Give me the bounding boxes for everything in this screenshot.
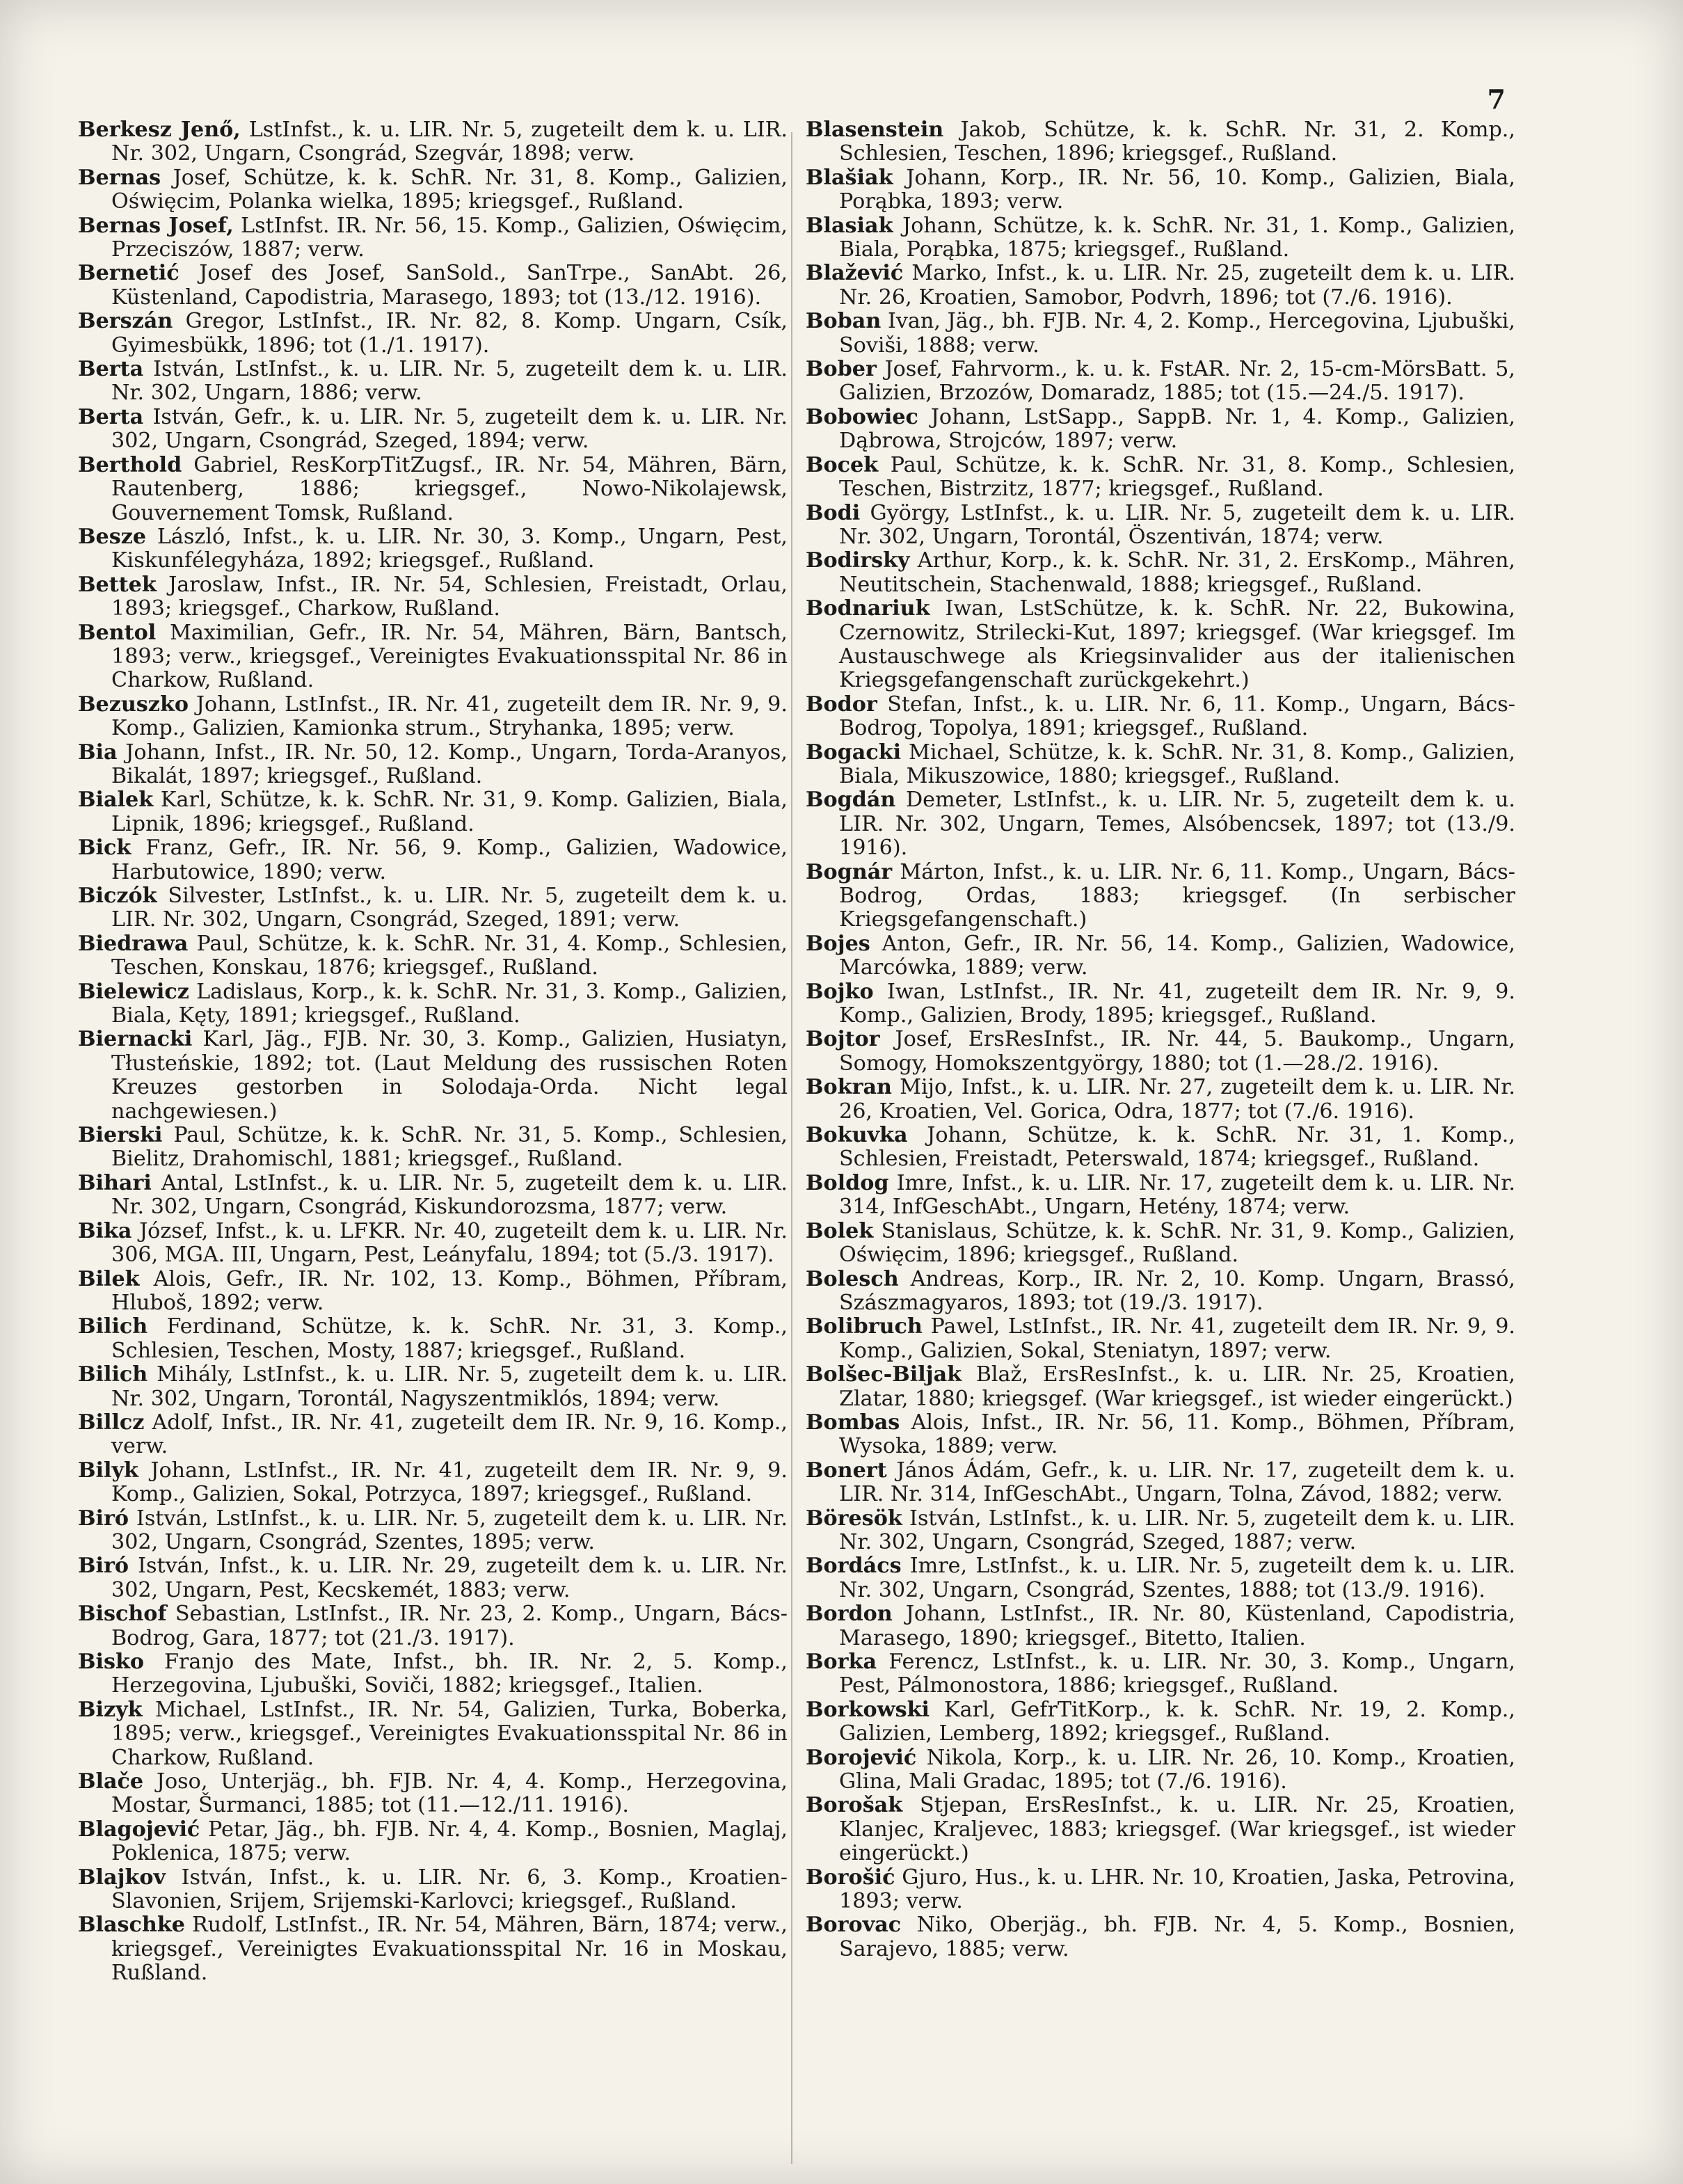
register-entry (78, 1411, 788, 1459)
entry-surname: Bodnariuk (806, 596, 930, 621)
register-entry (806, 406, 1515, 454)
entry-details: Sebastian, LstInfst., IR. Nr. 23, 2. Komp., Ungarn, Bács-Bodrog, Gara, 1877; tot (21./3. 1917). (111, 1602, 788, 1650)
register-entry (78, 1220, 788, 1268)
entry-details: Josef, Schütze, k. k. SchR. Nr. 31, 8. Komp., Galizien, Oświęcim, Polanka wielka, 1895; kriegsgef., Rußland. (111, 165, 788, 214)
entry-details: LstInfst., k. u. LIR. Nr. 5, zugeteilt dem k. u. LIR. Nr. 302, Ungarn, Csongrád, Szegvár, 1898; verw. (111, 118, 788, 166)
entry-details: György, LstInfst., k. u. LIR. Nr. 5, zugeteilt dem k. u. LIR. Nr. 302, Ungarn, Torontál, Öszentiván, 1874; verw. (839, 500, 1515, 549)
entry-details: Karl, GefrTitKorp., k. k. SchR. Nr. 19, 2. Komp., Galizien, Lemberg, 1892; kriegsgef., Rußland. (839, 1697, 1515, 1746)
entry-details: István, LstInfst., k. u. LIR. Nr. 5, zugeteilt dem k. u. LIR. Nr. 302, Ungarn, Csongrád, Szeged, 1887; verw. (839, 1506, 1515, 1554)
entry-details: Ferencz, LstInfst., k. u. LIR. Nr. 30, 3. Komp., Ungarn, Pest, Pálmonostora, 1886; kriegsgef., Rußland. (839, 1650, 1515, 1698)
register-entry (806, 166, 1515, 214)
entry-surname: Bognár (806, 859, 893, 884)
register-entry (78, 262, 788, 310)
register-entry (78, 573, 788, 621)
entry-surname: Bonert (806, 1458, 887, 1483)
register-entry (78, 1602, 788, 1650)
register-entry (806, 1554, 1515, 1602)
entry-surname: Böresök (806, 1506, 902, 1531)
entry-details: Johann, Schütze, k. k. SchR. Nr. 31, 1. Komp., Schlesien, Freistadt, Peterswald, 1874; kriegsgef., Rußland. (839, 1123, 1515, 1172)
entry-surname: Blasenstein (806, 118, 944, 142)
entry-details: Karl, Jäg., FJB. Nr. 30, 3. Komp., Galizien, Husiatyn, Tłusteńskie, 1892; tot. (Laut Meldung des russischen Roten Kreuzes gestorben in Solodaja-Orda. Nicht legal nachgewiesen.) (111, 1027, 788, 1124)
register-entry (806, 1028, 1515, 1076)
entry-surname: Biedrawa (78, 931, 189, 956)
entry-details: István, Infst., k. u. LIR. Nr. 6, 3. Komp., Kroatien-Slavonien, Srijem, Srijemski-Karlovci; kriegsgef., Rußland. (111, 1865, 788, 1914)
entry-details: Michael, LstInfst., IR. Nr. 54, Galizien, Turka, Boberka, 1895; verw., kriegsgef., Vereinigtes Evakuationsspital Nr. 86 in Charkow, Rußland. (111, 1697, 788, 1770)
entry-details: Ferdinand, Schütze, k. k. SchR. Nr. 31, 3. Komp., Schlesien, Teschen, Mosty, 1887; kriegsgef., Rußland. (111, 1314, 788, 1363)
entry-details: Pawel, LstInfst., IR. Nr. 41, zugeteilt dem IR. Nr. 9, 9. Komp., Galizien, Sokal, Steniatyn, 1897; verw. (839, 1314, 1515, 1363)
entry-surname: Boldog (806, 1170, 889, 1195)
entry-details: Stefan, Infst., k. u. LIR. Nr. 6, 11. Komp., Ungarn, Bács-Bodrog, Topolya, 1891; kriegsgef., Rußland. (839, 692, 1515, 741)
entry-surname: Bojtor (806, 1027, 880, 1052)
entry-details: Iwan, LstInfst., IR. Nr. 41, zugeteilt dem IR. Nr. 9, 9. Komp., Galizien, Brody, 1895; kriegsgef., Rußland. (839, 979, 1515, 1028)
register-entry (78, 1028, 788, 1124)
entry-surname: Bielewicz (78, 979, 189, 1004)
entry-surname: Berkesz Jenő, (78, 118, 241, 142)
entry-surname: Bilich (78, 1314, 148, 1339)
register-entry (78, 1698, 788, 1770)
entry-details: Ivan, Jäg., bh. FJB. Nr. 4, 2. Komp., Hercegovina, Ljubuški, Soviši, 1888; verw. (839, 309, 1515, 358)
register-entry (806, 1794, 1515, 1865)
register-entry (806, 980, 1515, 1028)
register-entry (806, 454, 1515, 502)
entry-surname: Biernacki (78, 1027, 193, 1052)
entry-details: Niko, Oberjäg., bh. FJB. Nr. 4, 5. Komp., Bosnien, Sarajevo, 1885; verw. (839, 1913, 1515, 1961)
entry-details: Arthur, Korp., k. k. SchR. Nr. 31, 2. ErsKomp., Mähren, Neutitschein, Stachenwald, 1888; kriegsgef., Rußland. (839, 548, 1515, 597)
entry-surname: Bihari (78, 1170, 152, 1195)
entry-details: Rudolf, LstInfst., IR. Nr. 54, Mähren, Bärn, 1874; verw., kriegsgef., Vereinigtes Evakuationsspital Nr. 16 in Moskau, Rußland. (111, 1913, 788, 1986)
entry-details: Márton, Infst., k. u. LIR. Nr. 6, 11. Komp., Ungarn, Bács-Bodrog, Ordas, 1883; kriegsgef. (In serbischer Kriegsgefangenschaft.) (839, 859, 1515, 932)
entry-surname: Blače (78, 1769, 144, 1794)
entry-details: Maximilian, Gefr., IR. Nr. 54, Mähren, Bärn, Bantsch, 1893; verw., kriegsgef., Vereinigtes Evakuationsspital Nr. 86 in Charkow, Rußland. (111, 620, 788, 693)
register-entry (806, 118, 1515, 166)
register-entry (78, 836, 788, 884)
entry-details: Gregor, LstInfst., IR. Nr. 82, 8. Komp. Ungarn, Csík, Gyimesbükk, 1896; tot (1./1. 1917). (111, 309, 788, 358)
entry-details: János Ádám, Gefr., k. u. LIR. Nr. 17, zugeteilt dem k. u. LIR. Nr. 314, InfGeschAbt., Ungarn, Tolna, Závod, 1882; verw. (839, 1458, 1515, 1507)
entry-surname: Bernas (78, 165, 161, 190)
register-entry (806, 1746, 1515, 1794)
entry-surname: Bettek (78, 572, 157, 597)
register-entry (806, 861, 1515, 932)
entry-details: Anton, Gefr., IR. Nr. 56, 14. Komp., Galizien, Wadowice, Marcówka, 1889; verw. (839, 931, 1515, 980)
entry-details: Joso, Unterjäg., bh. FJB. Nr. 4, 4. Komp., Herzegovina, Mostar, Šurmanci, 1885; tot (11.—12./11. 1916). (111, 1769, 788, 1818)
entry-surname: Biró (78, 1554, 129, 1579)
register-entry (806, 310, 1515, 358)
entry-surname: Bick (78, 836, 131, 861)
register-entry (78, 980, 788, 1028)
entry-details: Johann, Korp., IR. Nr. 56, 10. Komp., Galizien, Biala, Porąbka, 1893; verw. (839, 165, 1515, 214)
register-entry (78, 1866, 788, 1914)
entry-surname: Borkowski (806, 1697, 930, 1722)
register-entry (78, 525, 788, 573)
register-entry (78, 1363, 788, 1411)
entry-details: Blaž, ErsResInfst., k. u. LIR. Nr. 25, Kroatien, Zlatar, 1880; kriegsgef. (War kriegsgef., ist wieder eingerückt.) (839, 1362, 1515, 1411)
register-entry (78, 166, 788, 214)
entry-surname: Bilich (78, 1362, 148, 1387)
entry-surname: Berthold (78, 452, 182, 477)
register-entry (78, 310, 788, 358)
entry-details: Alois, Infst., IR. Nr. 56, 11. Komp., Böhmen, Příbram, Wysoka, 1889; verw. (839, 1410, 1515, 1459)
entry-details: Paul, Schütze, k. k. SchR. Nr. 31, 8. Komp., Schlesien, Teschen, Bistrzitz, 1877; kriegsgef., Rußland. (839, 452, 1515, 502)
register-entry (78, 118, 788, 166)
entry-surname: Bischof (78, 1602, 167, 1627)
entry-details: Johann, Infst., IR. Nr. 50, 12. Komp., Ungarn, Torda-Aranyos, Bikalát, 1897; kriegsgef., Rußland. (111, 740, 788, 788)
entry-surname: Bobowiec (806, 404, 918, 429)
entry-surname: Berta (78, 404, 144, 429)
entry-surname: Bombas (806, 1410, 900, 1435)
entry-details: Gjuro, Hus., k. u. LHR. Nr. 10, Kroatien, Jaska, Petrovina, 1893; verw. (839, 1865, 1515, 1914)
entry-surname: Biró (78, 1506, 129, 1531)
entry-details: Johann, LstSapp., SappB. Nr. 1, 4. Komp., Galizien, Dąbrowa, Strojców, 1897; verw. (839, 404, 1515, 454)
register-entry (78, 693, 788, 741)
entry-details: István, LstInfst., k. u. LIR. Nr. 5, zugeteilt dem k. u. LIR. Nr. 302, Ungarn, Csongrád, Szentes, 1895; verw. (111, 1506, 788, 1554)
register-entry (806, 502, 1515, 550)
entry-surname: Billcz (78, 1410, 145, 1435)
entry-surname: Bernetić (78, 261, 180, 286)
register-entry (78, 1172, 788, 1220)
register-entry (806, 1459, 1515, 1507)
entry-details: Johann, LstInfst., IR. Nr. 41, zugeteilt dem IR. Nr. 9, 9. Komp., Galizien, Sokal, Potrzyca, 1897; kriegsgef., Rußland. (111, 1458, 788, 1507)
entry-surname: Borka (806, 1650, 877, 1674)
register-entry (78, 1554, 788, 1602)
register-entry (806, 693, 1515, 741)
register-entry (806, 1363, 1515, 1411)
entry-details: Paul, Schütze, k. k. SchR. Nr. 31, 5. Komp., Schlesien, Bielitz, Drahomischl, 1881; kriegsgef., Rußland. (111, 1123, 788, 1172)
entry-details: Franz, Gefr., IR. Nr. 56, 9. Komp., Galizien, Wadowice, Harbutowice, 1890; verw. (111, 836, 788, 884)
register-entry (78, 358, 788, 406)
entry-details: Franjo des Mate, Infst., bh. IR. Nr. 2, 5. Komp., Herzegovina, Ljubuški, Soviči, 1882; kriegsgef., Italien. (111, 1650, 788, 1698)
register-entry (78, 1913, 788, 1985)
register-entry (806, 1866, 1515, 1914)
entry-surname: Bisko (78, 1650, 145, 1674)
entry-surname: Blažević (806, 261, 904, 286)
entry-surname: Bogdán (806, 788, 896, 813)
entry-details: Gabriel, ResKorpTitZugsf., IR. Nr. 54, Mähren, Bärn, Rautenberg, 1886; kriegsgef., Nowo-Nikolajewsk, Gouvernement Tomsk, Rußland. (111, 452, 788, 525)
register-entry (78, 406, 788, 454)
register-entry (78, 454, 788, 525)
entry-details: Nikola, Korp., k. u. LIR. Nr. 26, 10. Komp., Kroatien, Glina, Mali Gradac, 1895; tot (7./6. 1916). (839, 1745, 1515, 1794)
entry-details: Josef des Josef, SanSold., SanTrpe., SanAbt. 26, Küstenland, Capodistria, Marasego, 1893; tot (13./12. 1916). (111, 261, 788, 310)
entry-surname: Bika (78, 1218, 132, 1243)
entry-details: István, LstInfst., k. u. LIR. Nr. 5, zugeteilt dem k. u. LIR. Nr. 302, Ungarn, 1886; verw. (111, 357, 788, 406)
entry-details: Imre, LstInfst., k. u. LIR. Nr. 5, zugeteilt dem k. u. LIR. Nr. 302, Ungarn, Csongrád, Szentes, 1888; tot (13./9. 1916). (839, 1554, 1515, 1602)
entry-details: Antal, LstInfst., k. u. LIR. Nr. 5, zugeteilt dem k. u. LIR. Nr. 302, Ungarn, Csongrád, Kiskundorozsma, 1877; verw. (111, 1170, 788, 1220)
register-entry (78, 788, 788, 836)
entry-surname: Blasiak (806, 213, 893, 238)
register-entry (806, 1507, 1515, 1555)
register-entry (806, 741, 1515, 789)
register-entry (78, 1770, 788, 1818)
entry-details: Alois, Gefr., IR. Nr. 102, 13. Komp., Böhmen, Příbram, Hluboš, 1892; verw. (111, 1266, 788, 1315)
entry-surname: Bojes (806, 931, 870, 956)
entry-surname: Bentol (78, 620, 157, 645)
entry-details: Stanislaus, Schütze, k. k. SchR. Nr. 31, 9. Komp., Galizien, Oświęcim, 1896; kriegsgef., Rußland. (839, 1218, 1515, 1268)
entry-surname: Bezuszko (78, 692, 189, 717)
entry-surname: Bodi (806, 500, 861, 525)
entry-details: Stjepan, ErsResInfst., k. u. LIR. Nr. 25, Kroatien, Klanjec, Kraljevec, 1883; kriegsgef. (War kriegsgef., ist wieder eingerückt.) (839, 1793, 1515, 1866)
entry-surname: Bokran (806, 1075, 892, 1100)
entry-surname: Besze (78, 524, 147, 549)
entry-surname: Bolesch (806, 1266, 899, 1291)
entry-details: Josef, ErsResInfst., IR. Nr. 44, 5. Baukomp., Ungarn, Somogy, Homokszentgyörgy, 1880; tot (1.—28./2. 1916). (839, 1027, 1515, 1076)
entry-surname: Borošak (806, 1793, 903, 1818)
entry-surname: Blagojević (78, 1817, 200, 1842)
register-entry (78, 1818, 788, 1866)
register-entry (78, 1459, 788, 1507)
entry-surname: Bierski (78, 1123, 163, 1148)
entry-details: István, Infst., k. u. LIR. Nr. 29, zugeteilt dem k. u. LIR. Nr. 302, Ungarn, Pest, Kecskemét, 1883; verw. (111, 1554, 788, 1602)
register-entry (806, 1315, 1515, 1363)
entry-surname: Bilyk (78, 1458, 138, 1483)
register-entry (78, 1124, 788, 1172)
entry-surname: Borovac (806, 1913, 902, 1938)
register-entry (806, 1698, 1515, 1746)
register-entry (806, 1268, 1515, 1316)
register-entry (806, 788, 1515, 860)
entry-surname: Bolibruch (806, 1314, 923, 1339)
register-entry (806, 358, 1515, 406)
entry-surname: Bogacki (806, 740, 902, 765)
entry-surname: Bocek (806, 452, 879, 477)
entry-surname: Bojko (806, 979, 874, 1004)
entry-details: Ladislaus, Korp., k. k. SchR. Nr. 31, 3. Komp., Galizien, Biala, Kęty, 1891; kriegsgef., Rußland. (111, 979, 788, 1028)
entry-details: Petar, Jäg., bh. FJB. Nr. 4, 4. Komp., Bosnien, Maglaj, Poklenica, 1875; verw. (111, 1817, 788, 1866)
entry-surname: Borošić (806, 1865, 895, 1890)
entry-details: Johann, LstInfst., IR. Nr. 80, Küstenland, Capodistria, Marasego, 1890; kriegsgef., Bitetto, Italien. (839, 1602, 1515, 1650)
entry-surname: Bober (806, 357, 877, 382)
entry-details: István, Gefr., k. u. LIR. Nr. 5, zugeteilt dem k. u. LIR. Nr. 302, Ungarn, Csongrád, Szeged, 1894; verw. (111, 404, 788, 454)
page-number: 7 (1487, 83, 1506, 115)
entry-surname: Bilek (78, 1266, 140, 1291)
entry-details: Jakob, Schütze, k. k. SchR. Nr. 31, 2. Komp., Schlesien, Teschen, 1896; kriegsgef., Rußland. (839, 118, 1515, 166)
entry-surname: Berta (78, 357, 144, 382)
entry-details: Johann, LstInfst., IR. Nr. 41, zugeteilt dem IR. Nr. 9, 9. Komp., Galizien, Kamionka strum., Stryhanka, 1895; verw. (111, 692, 788, 741)
register-entry (78, 1650, 788, 1698)
register-entry (806, 214, 1515, 262)
entry-details: Adolf, Infst., IR. Nr. 41, zugeteilt dem IR. Nr. 9, 16. Komp., verw. (111, 1410, 788, 1459)
register-entry (78, 884, 788, 932)
entry-surname: Bordács (806, 1554, 902, 1579)
entry-details: Jaroslaw, Infst., IR. Nr. 54, Schlesien, Freistadt, Orlau, 1893; kriegsgef., Charkow, Rußland. (111, 572, 788, 621)
register-entry (806, 262, 1515, 310)
register-entry (806, 1411, 1515, 1459)
register-entry (806, 1650, 1515, 1698)
register-entry (806, 1124, 1515, 1172)
entry-surname: Borojević (806, 1745, 917, 1770)
entry-details: Demeter, LstInfst., k. u. LIR. Nr. 5, zugeteilt dem k. u. LIR. Nr. 302, Ungarn, Temes, Alsóbencsek, 1897; tot (13./9. 1916). (839, 788, 1515, 861)
register-entry (78, 1507, 788, 1555)
entry-surname: Bolšec-Biljak (806, 1362, 962, 1387)
register-entry (806, 1913, 1515, 1961)
entry-surname: Bia (78, 740, 118, 765)
entry-details: Mihály, LstInfst., k. u. LIR. Nr. 5, zugeteilt dem k. u. LIR. Nr. 302, Ungarn, Torontál, Nagyszentmiklós, 1894; verw. (111, 1362, 788, 1411)
left-column (78, 118, 788, 1986)
register-entry (806, 597, 1515, 693)
entry-surname: Blaschke (78, 1913, 185, 1938)
entry-details: Marko, Infst., k. u. LIR. Nr. 25, zugeteilt dem k. u. LIR. Nr. 26, Kroatien, Samobor, Podvrh, 1896; tot (7./6. 1916). (839, 261, 1515, 310)
entry-details: Josef, Fahrvorm., k. u. k. FstAR. Nr. 2, 15-cm-MörsBatt. 5, Galizien, Brzozów, Domaradz, 1885; tot (15.—24./5. 1917). (839, 357, 1515, 406)
register-entry (78, 1315, 788, 1363)
entry-surname: Bizyk (78, 1697, 143, 1722)
entry-details: Mijo, Infst., k. u. LIR. Nr. 27, zugeteilt dem k. u. LIR. Nr. 26, Kroatien, Vel. Gorica, Odra, 1877; tot (7./6. 1916). (839, 1075, 1515, 1124)
entry-details: LstInfst. IR. Nr. 56, 15. Komp., Galizien, Oświęcim, Przeciszów, 1887; verw. (111, 213, 788, 262)
entry-details: Silvester, LstInfst., k. u. LIR. Nr. 5, zugeteilt dem k. u. LIR. Nr. 302, Ungarn, Csongrád, Szeged, 1891; verw. (111, 884, 788, 932)
register-entry (78, 1268, 788, 1316)
entry-surname: Bolek (806, 1218, 874, 1243)
entry-surname: Biczók (78, 884, 157, 908)
entry-surname: Bordon (806, 1602, 893, 1627)
entry-details: Imre, Infst., k. u. LIR. Nr. 17, zugeteilt dem k. u. LIR. Nr. 314, InfGeschAbt., Ungarn, Hetény, 1874; verw. (839, 1170, 1515, 1220)
entry-surname: Blajkov (78, 1865, 166, 1890)
entry-details: Iwan, LstSchütze, k. k. SchR. Nr. 22, Bukowina, Czernowitz, Strilecki-Kut, 1897; kriegsgef. (War kriegsgef. Im Austauschwege als Kriegsinvalider aus der italienischen Kriegsgefangenschaft zurückgekehrt.) (839, 596, 1515, 693)
right-column (806, 118, 1515, 1961)
column-divider (791, 132, 792, 2164)
entry-details: Andreas, Korp., IR. Nr. 2, 10. Komp. Ungarn, Brassó, Szászmagyaros, 1893; tot (19./3. 1917). (839, 1266, 1515, 1315)
register-entry (78, 932, 788, 980)
entry-surname: Bodor (806, 692, 877, 717)
register-entry (78, 621, 788, 693)
entry-details: Johann, Schütze, k. k. SchR. Nr. 31, 1. Komp., Galizien, Biala, Porąbka, 1875; kriegsgef., Rußland. (839, 213, 1515, 262)
entry-surname: Blašiak (806, 165, 893, 190)
entry-details: Michael, Schütze, k. k. SchR. Nr. 31, 8. Komp., Galizien, Biala, Mikuszowice, 1880; kriegsgef., Rußland. (839, 740, 1515, 788)
entry-surname: Bodirsky (806, 548, 910, 573)
entry-surname: Bernas Josef, (78, 213, 234, 238)
register-entry (78, 741, 788, 789)
register-entry (806, 1220, 1515, 1268)
entry-surname: Bialek (78, 788, 154, 813)
entry-details: Paul, Schütze, k. k. SchR. Nr. 31, 4. Komp., Schlesien, Teschen, Konskau, 1876; kriegsgef., Rußland. (111, 931, 788, 980)
entry-surname: Boban (806, 309, 882, 334)
register-entry (78, 214, 788, 262)
register-entry (806, 1602, 1515, 1650)
register-entry (806, 1172, 1515, 1220)
register-entry (806, 932, 1515, 980)
entry-details: Karl, Schütze, k. k. SchR. Nr. 31, 9. Komp. Galizien, Biala, Lipnik, 1896; kriegsgef., Rußland. (111, 788, 788, 836)
entry-surname: Bokuvka (806, 1123, 908, 1148)
entry-surname: Berszán (78, 309, 173, 334)
entry-details: László, Infst., k. u. LIR. Nr. 30, 3. Komp., Ungarn, Pest, Kiskunfélegyháza, 1892; kriegsgef., Rußland. (111, 524, 788, 573)
register-entry (806, 1076, 1515, 1124)
entry-details: József, Infst., k. u. LFKR. Nr. 40, zugeteilt dem k. u. LIR. Nr. 306, MGA. III, Ungarn, Pest, Leányfalu, 1894; tot (5./3. 1917). (111, 1218, 788, 1268)
register-entry (806, 549, 1515, 597)
